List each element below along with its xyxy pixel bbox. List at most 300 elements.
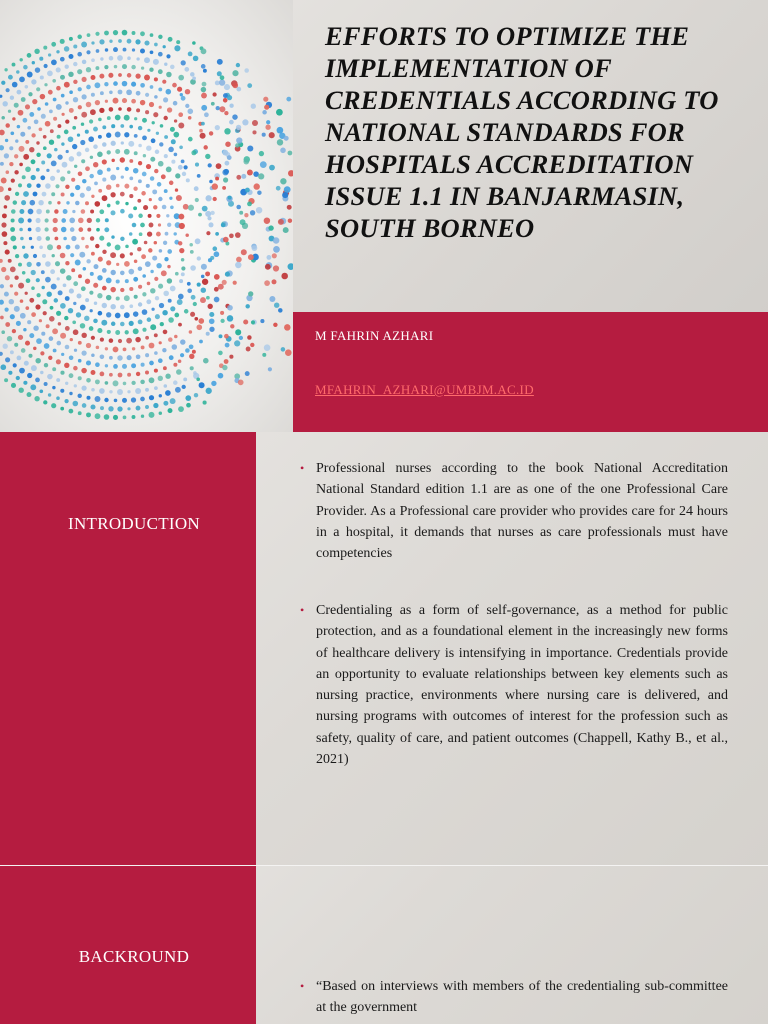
decorative-dot — [31, 312, 36, 317]
decorative-dot — [15, 254, 19, 258]
decorative-dot — [141, 254, 146, 259]
decorative-dot — [62, 162, 68, 168]
author-name: M FAHRIN AZHARI — [315, 328, 434, 343]
decorative-dot — [188, 205, 194, 211]
decorative-dot — [129, 159, 133, 163]
decorative-dot — [211, 102, 215, 106]
decorative-dot — [31, 159, 36, 164]
decorative-dot — [162, 310, 167, 315]
decorative-dot — [56, 169, 59, 172]
decorative-dot — [150, 85, 154, 89]
decorative-dot — [18, 183, 22, 187]
decorative-dot — [229, 233, 234, 238]
decorative-dot — [25, 341, 30, 346]
decorative-dot — [147, 317, 152, 322]
decorative-dot — [193, 302, 197, 306]
decorative-dot — [252, 120, 258, 126]
decorative-dot — [223, 237, 229, 243]
decorative-dot — [98, 118, 102, 122]
decorative-dot — [265, 125, 270, 130]
decorative-dot — [209, 327, 214, 332]
decorative-dot — [134, 134, 138, 138]
decorative-dot — [35, 227, 40, 232]
decorative-dot — [164, 62, 167, 65]
decorative-dot — [110, 210, 115, 215]
decorative-dot — [166, 72, 172, 78]
decorative-dot — [239, 336, 243, 340]
decorative-dot — [44, 363, 48, 367]
decorative-dot — [238, 380, 244, 386]
decorative-dot — [120, 322, 125, 327]
decorative-dot — [227, 95, 232, 100]
decorative-dot — [70, 253, 74, 257]
decorative-dot — [153, 403, 158, 408]
decorative-dot — [165, 390, 171, 396]
decorative-dot — [102, 178, 106, 182]
decorative-dot — [167, 249, 172, 254]
decorative-dot — [95, 201, 101, 207]
decorative-dot — [181, 159, 185, 163]
decorative-dot — [48, 53, 51, 56]
decorative-dot — [224, 111, 228, 115]
decorative-dot — [73, 366, 78, 371]
decorative-dot — [64, 82, 70, 88]
decorative-dot — [264, 280, 270, 286]
decorative-dot — [8, 187, 12, 191]
decorative-dot — [144, 40, 149, 45]
decorative-dot — [212, 183, 218, 189]
decorative-dot — [132, 415, 136, 419]
decorative-dot — [149, 102, 154, 107]
decorative-dot — [236, 137, 242, 143]
decorative-dot — [240, 219, 246, 225]
decorative-dot — [65, 185, 69, 189]
decorative-dot — [5, 139, 8, 142]
decorative-dot — [13, 363, 17, 367]
decorative-dot — [25, 104, 30, 109]
decorative-dot — [56, 359, 61, 364]
decorative-dot — [31, 175, 36, 180]
decorative-dot — [111, 322, 116, 327]
decorative-dot — [147, 231, 152, 236]
decorative-dot — [57, 154, 62, 159]
decorative-dot — [36, 278, 40, 282]
decorative-dot — [168, 337, 173, 342]
decorative-dot — [209, 312, 214, 317]
decorative-dot — [277, 139, 283, 145]
decorative-dot — [239, 211, 243, 215]
decorative-dot — [14, 343, 18, 347]
decorative-dot — [184, 309, 189, 314]
decorative-dot — [78, 172, 83, 177]
decorative-dot — [104, 31, 109, 36]
decorative-dot — [25, 306, 29, 310]
decorative-dot — [95, 396, 101, 402]
decorative-dot — [140, 380, 145, 385]
decorative-dot — [86, 360, 91, 365]
decorative-dot — [115, 244, 121, 250]
decorative-dot — [158, 223, 161, 226]
decorative-dot — [109, 373, 113, 377]
decorative-dot — [60, 39, 65, 44]
decorative-dot — [49, 110, 53, 114]
decorative-dot — [174, 119, 177, 122]
decorative-dot — [118, 73, 122, 77]
decorative-dot — [45, 218, 49, 222]
decorative-dot — [283, 227, 289, 233]
decorative-dot — [201, 87, 207, 93]
decorative-dot — [127, 73, 132, 78]
decorative-dot — [185, 89, 190, 94]
decorative-dot — [93, 162, 98, 167]
decorative-dot — [53, 349, 57, 353]
decorative-dot — [27, 262, 32, 267]
decorative-dot — [8, 259, 12, 263]
decorative-dot — [235, 262, 241, 268]
decorative-dot — [105, 381, 109, 385]
decorative-dot — [264, 105, 269, 110]
decorative-dot — [47, 153, 52, 158]
decorative-dot — [164, 154, 168, 158]
decorative-dot — [286, 97, 291, 102]
decorative-dot — [196, 377, 200, 381]
decorative-dot — [29, 237, 32, 240]
decorative-dot — [73, 80, 77, 84]
decorative-dot — [115, 115, 121, 121]
decorative-dot — [9, 146, 13, 150]
decorative-dot — [154, 333, 158, 337]
decorative-dot — [129, 287, 133, 291]
decorative-dot — [12, 117, 15, 120]
decorative-dot — [19, 368, 25, 374]
decorative-dot — [89, 291, 93, 295]
decorative-dot — [211, 381, 216, 386]
decorative-dot — [163, 401, 168, 406]
decorative-dot — [273, 323, 277, 327]
decorative-dot — [129, 304, 133, 308]
decorative-dot — [145, 353, 149, 357]
decorative-dot — [177, 87, 182, 92]
decorative-dot — [109, 91, 113, 95]
decorative-dot — [36, 141, 39, 144]
decorative-dot — [187, 282, 191, 286]
decorative-dot — [10, 236, 16, 242]
decorative-dot — [4, 195, 10, 201]
decorative-dot — [173, 101, 178, 106]
decorative-dot — [60, 371, 64, 375]
decorative-dot — [157, 182, 162, 187]
decorative-dot — [176, 195, 182, 201]
decorative-dot — [154, 386, 158, 390]
decorative-dot — [124, 295, 130, 301]
decorative-dot — [236, 175, 241, 180]
decorative-dot — [18, 218, 24, 224]
decorative-dot — [179, 248, 184, 253]
decorative-dot — [164, 257, 168, 261]
decorative-dot — [69, 54, 74, 59]
decorative-dot — [170, 206, 174, 210]
decorative-dot — [153, 205, 157, 209]
decorative-dot — [197, 256, 201, 260]
decorative-dot — [146, 299, 151, 304]
decorative-dot — [27, 183, 32, 188]
decorative-dot — [195, 198, 199, 202]
decorative-dot — [120, 271, 125, 276]
decorative-dot — [100, 338, 104, 342]
dotted-circle-graphic — [0, 0, 293, 432]
decorative-dot — [78, 87, 82, 91]
decorative-dot — [149, 68, 153, 72]
decorative-dot — [146, 164, 151, 169]
decorative-dot — [22, 246, 25, 249]
decorative-dot — [136, 354, 141, 359]
decorative-dot — [266, 120, 270, 124]
decorative-dot — [120, 157, 125, 162]
decorative-dot — [87, 396, 91, 400]
decorative-dot — [168, 37, 173, 42]
decorative-dot — [90, 156, 93, 159]
decorative-dot — [224, 334, 229, 339]
decorative-dot — [82, 403, 87, 408]
decorative-dot — [91, 41, 94, 44]
decorative-dot — [145, 261, 151, 267]
decorative-dot — [106, 278, 112, 284]
decorative-dot — [30, 384, 36, 390]
decorative-dot — [20, 132, 25, 137]
decorative-dot — [64, 399, 68, 403]
decorative-dot — [36, 87, 40, 91]
decorative-dot — [167, 265, 170, 268]
decorative-dot — [27, 53, 32, 58]
decorative-dot — [272, 279, 277, 284]
decorative-dot — [17, 90, 22, 95]
decorative-dot — [111, 270, 116, 275]
decorative-dot — [133, 206, 137, 210]
decorative-dot — [170, 398, 176, 404]
decorative-dot — [63, 283, 67, 287]
decorative-dot — [37, 236, 42, 241]
decorative-dot — [111, 124, 115, 128]
decorative-dot — [80, 305, 86, 311]
decorative-dot — [284, 136, 289, 141]
decorative-dot — [99, 108, 104, 113]
decorative-dot — [181, 60, 186, 65]
decorative-dot — [81, 42, 87, 48]
decorative-dot — [54, 298, 58, 302]
decorative-dot — [164, 384, 168, 388]
decorative-dot — [20, 58, 23, 61]
decorative-dot — [63, 209, 68, 214]
bullet-icon: • — [300, 461, 305, 475]
decorative-dot — [44, 227, 48, 231]
decorative-dot — [141, 345, 145, 349]
decorative-dot — [169, 181, 174, 186]
decorative-dot — [225, 272, 230, 277]
decorative-dot — [170, 127, 175, 132]
decorative-dot — [18, 283, 24, 289]
decorative-dot — [91, 336, 95, 340]
decorative-dot — [89, 174, 93, 178]
decorative-dot — [94, 182, 98, 186]
decorative-dot — [262, 353, 266, 357]
decorative-dot — [61, 227, 67, 233]
decorative-dot — [61, 193, 65, 197]
decorative-dot — [65, 296, 70, 301]
decorative-dot — [269, 165, 275, 171]
decorative-dot — [174, 335, 178, 339]
decorative-dot — [127, 373, 131, 377]
author-email-link[interactable]: MFAHRIN_AZHARI@UMBJM.AC.ID — [315, 382, 534, 397]
decorative-dot — [179, 223, 185, 229]
decorative-dot — [158, 69, 163, 74]
decorative-dot — [120, 237, 124, 241]
decorative-dot — [262, 110, 267, 115]
decorative-dot — [164, 189, 168, 193]
decorative-dot — [142, 328, 146, 332]
decorative-dot — [60, 75, 65, 80]
decorative-dot — [0, 162, 4, 166]
decorative-dot — [66, 201, 69, 204]
decorative-dot — [214, 274, 220, 280]
decorative-dot — [45, 102, 49, 106]
decorative-dot — [102, 250, 106, 254]
decorative-dot — [107, 168, 111, 172]
decorative-dot — [99, 236, 104, 241]
decorative-dot — [128, 269, 134, 275]
decorative-dot — [52, 79, 56, 83]
decorative-dot — [93, 144, 98, 149]
decorative-dot — [136, 57, 139, 60]
decorative-dot — [12, 63, 16, 67]
decorative-dot — [20, 299, 24, 303]
decorative-dot — [202, 206, 208, 212]
decorative-dot — [236, 63, 240, 67]
decorative-dot — [234, 340, 240, 346]
decorative-dot — [105, 48, 108, 51]
decorative-dot — [53, 227, 58, 232]
decorative-dot — [15, 139, 18, 142]
decorative-dot — [181, 258, 185, 262]
decorative-dot — [205, 195, 211, 201]
decorative-dot — [51, 284, 57, 290]
decorative-dot — [90, 309, 93, 312]
decorative-dot — [102, 195, 108, 201]
decorative-dot — [102, 303, 107, 308]
decorative-dot — [81, 209, 86, 214]
decorative-dot — [144, 241, 148, 245]
decorative-dot — [15, 192, 19, 196]
decorative-dot — [35, 358, 41, 364]
decorative-dot — [33, 192, 38, 197]
decorative-dot — [82, 77, 87, 82]
decorative-dot — [53, 117, 57, 121]
decorative-dot — [14, 306, 20, 312]
decorative-dot — [86, 186, 91, 191]
decorative-dot — [163, 330, 168, 335]
decorative-dot — [2, 101, 7, 106]
decorative-dot — [144, 75, 150, 81]
decorative-dot — [78, 376, 82, 380]
decorative-dot — [145, 388, 149, 392]
decorative-dot — [91, 93, 95, 97]
decorative-dot — [258, 173, 264, 179]
decorative-dot — [150, 157, 155, 162]
decorative-dot — [134, 260, 138, 264]
decorative-dot — [107, 204, 111, 208]
decorative-dot — [113, 81, 118, 86]
decorative-dot — [131, 381, 135, 385]
decorative-dot — [46, 210, 50, 214]
decorative-dot — [260, 319, 264, 323]
decorative-dot — [224, 359, 229, 364]
decorative-dot — [56, 396, 60, 400]
decorative-dot — [178, 241, 182, 245]
decorative-dot — [77, 52, 82, 57]
decorative-dot — [85, 245, 89, 249]
decorative-dot — [250, 210, 255, 215]
decorative-dot — [4, 68, 7, 71]
decorative-dot — [25, 292, 28, 295]
decorative-dot — [190, 265, 196, 271]
decorative-dot — [97, 275, 102, 280]
decorative-dot — [142, 292, 146, 296]
decorative-dot — [76, 312, 81, 317]
decorative-dot — [230, 324, 234, 328]
decorative-dot — [285, 349, 292, 356]
decorative-dot — [43, 311, 47, 315]
decorative-dot — [95, 66, 99, 70]
decorative-dot — [95, 100, 100, 105]
decorative-dot — [134, 117, 137, 120]
decorative-dot — [180, 93, 183, 96]
decorative-dot — [244, 213, 248, 217]
decorative-dot — [78, 411, 82, 415]
decorative-dot — [190, 72, 195, 77]
decorative-dot — [1, 222, 6, 227]
decorative-dot — [178, 406, 184, 412]
decorative-dot — [95, 379, 100, 384]
decorative-dot — [86, 259, 90, 263]
decorative-dot — [116, 279, 120, 283]
decorative-dot — [78, 394, 82, 398]
decorative-dot — [52, 328, 58, 334]
decorative-dot — [278, 308, 283, 313]
decorative-dot — [127, 56, 131, 60]
decorative-dot — [54, 237, 58, 241]
decorative-dot — [118, 339, 122, 343]
decorative-dot — [229, 120, 234, 125]
decorative-dot — [75, 185, 80, 190]
decorative-dot — [45, 121, 51, 127]
decorative-dot — [121, 141, 124, 144]
decorative-dot — [140, 223, 145, 228]
decorative-dot — [273, 237, 280, 244]
decorative-dot — [224, 169, 229, 174]
decorative-dot — [170, 306, 175, 311]
decorative-dot — [129, 194, 133, 198]
decorative-dot — [174, 153, 178, 157]
decorative-dot — [167, 278, 172, 283]
decorative-dot — [191, 295, 196, 300]
decorative-dot — [51, 403, 56, 408]
decorative-dot — [125, 202, 128, 205]
decorative-dot — [150, 270, 153, 273]
decorative-dot — [116, 167, 119, 170]
decorative-dot — [280, 148, 286, 154]
decorative-dot — [25, 140, 29, 144]
decorative-dot — [109, 338, 114, 343]
decorative-dot — [178, 112, 183, 117]
